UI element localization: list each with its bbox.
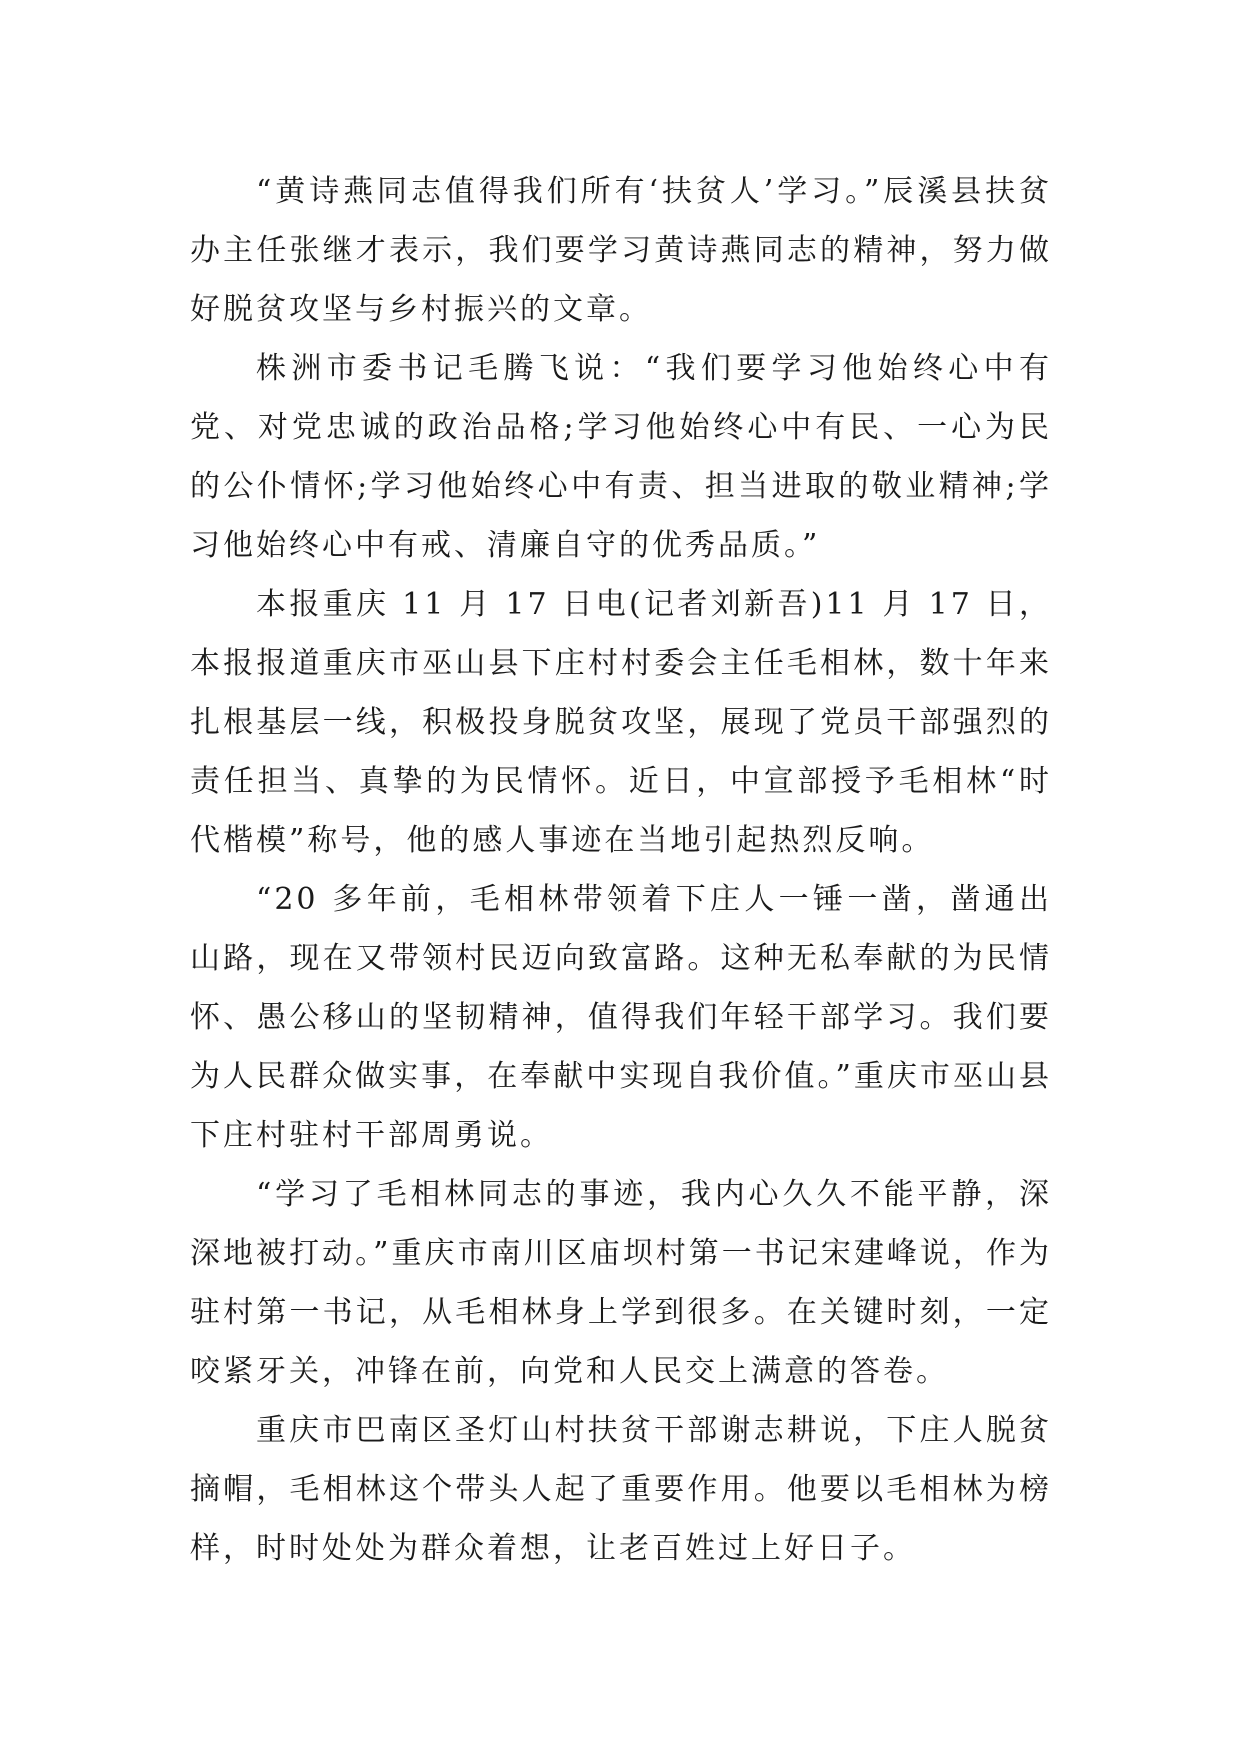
paragraph-4: “20 多年前，毛相林带领着下庄人一锤一凿，凿通出山路，现在又带领村民迈向致富路。这种无私奉献的为民情怀、愚公移山的坚韧精神，值得我们年轻干部学习。我们要为人民群众做实事，在奉献中实现自我价值。”重庆市巫山县下庄村驻村干部周勇说。 bbox=[190, 882, 1052, 1153]
paragraph-2: 株洲市委书记毛腾飞说：“我们要学习他始终心中有党、对党忠诚的政治品格;学习他始终心中有民、一心为民的公仆情怀;学习他始终心中有责、担当进取的敬业精神;学习他始终心中有戒、清廉自守的优秀品质。” bbox=[190, 351, 1052, 563]
paragraph-1: “黄诗燕同志值得我们所有‘扶贫人’学习。”辰溪县扶贫办主任张继才表示，我们要学习黄诗燕同志的精神，努力做好脱贫攻坚与乡村振兴的文章。 bbox=[190, 174, 1052, 327]
article-body bbox=[190, 162, 1052, 1578]
paragraph-5: “学习了毛相林同志的事迹，我内心久久不能平静，深深地被打动。”重庆市南川区庙坝村第一书记宋建峰说，作为驻村第一书记，从毛相林身上学到很多。在关键时刻，一定咬紧牙关，冲锋在前，向党和人民交上满意的答卷。 bbox=[190, 1177, 1052, 1389]
paragraph-3: 本报重庆 11 月 17 日电(记者刘新吾)11 月 17 日，本报报道重庆市巫山县下庄村村委会主任毛相林，数十年来扎根基层一线，积极投身脱贫攻坚，展现了党员干部强烈的责任担当、真挚的为民情怀。近日，中宣部授予毛相林“时代楷模”称号，他的感人事迹在当地引起热烈反响。 bbox=[190, 587, 1052, 858]
paragraph-6: 重庆市巴南区圣灯山村扶贫干部谢志耕说，下庄人脱贫摘帽，毛相林这个带头人起了重要作用。他要以毛相林为榜样，时时处处为群众着想，让老百姓过上好日子。 bbox=[190, 1413, 1052, 1566]
